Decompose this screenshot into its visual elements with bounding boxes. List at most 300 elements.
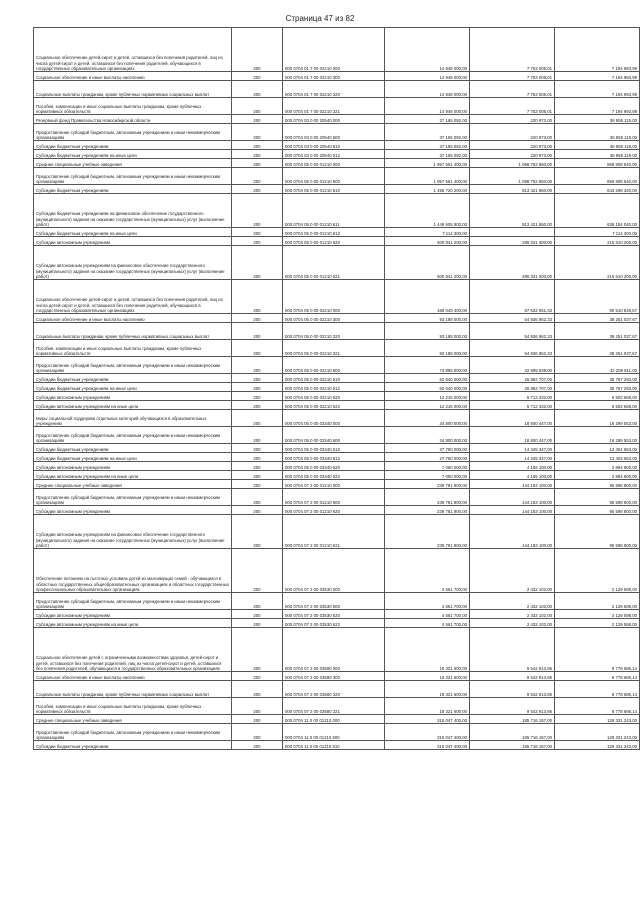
row-approved-amount-cell: 7 114 300,00 (385, 228, 470, 237)
row-executed-amount-cell: 26 882 707,00 (470, 374, 555, 383)
row-name-cell: Резервный фонд Правительства Новосибирской области (34, 115, 232, 124)
row-classification-code-cell: 000 0704 05 0 00 01210 621 (283, 246, 385, 280)
row-unexecuted-amount-cell: 2 129 598,00 (555, 593, 640, 610)
row-classification-code-cell: 000 0704 07 2 00 01210 000 (283, 480, 385, 489)
row-code-cell: 200 (232, 401, 283, 410)
row-unexecuted-amount-cell: 95 598 800,00 (555, 515, 640, 549)
row-unexecuted-amount-cell: 6 502 668,00 (555, 392, 640, 401)
table-row (34, 610, 640, 619)
row-approved-amount-cell: 1 957 561 400,00 (385, 168, 470, 185)
row-classification-code-cell: 000 0704 07 2 00 03530 620 (283, 610, 385, 619)
row-classification-code-cell: 000 0704 01 7 00 02210 000 (283, 28, 385, 72)
row-approved-amount-cell: 12 215 000,00 (385, 392, 470, 401)
row-code-cell: 200 (232, 471, 283, 480)
row-executed-amount-cell: 9 542 913,86 (470, 672, 555, 681)
row-name-cell: Предоставление субсидий бюджетным, автономным учреждениям и иным некоммерческим организациям (34, 357, 232, 374)
table-row (34, 444, 640, 453)
row-name-cell: Субсидии автономным учреждениям (34, 610, 232, 619)
row-unexecuted-amount-cell: 80 510 848,67 (555, 280, 640, 314)
row-name-cell: Субсидии бюджетным учреждениям (34, 141, 232, 150)
row-approved-amount-cell: 4 561 700,00 (385, 619, 470, 628)
row-unexecuted-amount-cell: 95 598 800,00 (555, 489, 640, 506)
row-unexecuted-amount-cell: 38 251 037,67 (555, 314, 640, 323)
table-row (34, 724, 640, 741)
row-approved-amount-cell: 315 047 400,00 (385, 741, 470, 750)
row-executed-amount-cell: 87 532 651,33 (470, 280, 555, 314)
row-name-cell: Субсидии бюджетным учреждениям на иные цели (34, 383, 232, 392)
row-unexecuted-amount-cell: 13 404 653,00 (555, 453, 640, 462)
row-classification-code-cell: 000 0704 11 0 00 01210 610 (283, 741, 385, 750)
row-classification-code-cell: 000 0704 05 0 00 02210 620 (283, 392, 385, 401)
row-classification-code-cell: 000 0704 05 0 00 03340 000 (283, 410, 385, 427)
row-approved-amount-cell: 14 948 000,00 (385, 81, 470, 98)
table-row (34, 72, 640, 81)
row-code-cell: 200 (232, 715, 283, 724)
row-executed-amount-cell: 220 973,00 (470, 150, 555, 159)
row-unexecuted-amount-cell: 129 331 243,00 (555, 724, 640, 741)
row-classification-code-cell: 000 0704 07 2 00 03580 321 (283, 698, 385, 715)
row-classification-code-cell: 000 0704 01 7 00 02210 321 (283, 98, 385, 115)
table-body (34, 28, 640, 750)
table-row (34, 681, 640, 698)
row-code-cell: 200 (232, 593, 283, 610)
row-approved-amount-cell: 93 188 000,00 (385, 314, 470, 323)
row-name-cell: Меры социальной поддержки отдельных категорий обучающихся в образовательных учреждениях (34, 410, 232, 427)
table-row (34, 314, 640, 323)
table-row (34, 410, 640, 427)
row-unexecuted-amount-cell: 2 129 598,00 (555, 549, 640, 593)
row-unexecuted-amount-cell: 7 114 300,00 (555, 228, 640, 237)
table-row (34, 471, 640, 480)
row-code-cell: 200 (232, 357, 283, 374)
row-approved-amount-cell: 37 165 092,00 (385, 150, 470, 159)
row-executed-amount-cell: 220 973,00 (470, 115, 555, 124)
row-executed-amount-cell: 144 183 100,00 (470, 480, 555, 489)
row-code-cell: 200 (232, 549, 283, 593)
row-unexecuted-amount-cell: 16 299 553,00 (555, 427, 640, 444)
table-row (34, 141, 640, 150)
table-row (34, 401, 640, 410)
row-executed-amount-cell: 185 716 157,00 (470, 741, 555, 750)
table-row (34, 280, 640, 314)
row-name-cell: Субсидии бюджетным учреждениям (34, 185, 232, 194)
row-name-cell: Социальное обеспечение и иные выплаты населению (34, 314, 232, 323)
row-code-cell: 200 (232, 672, 283, 681)
row-code-cell: 200 (232, 72, 283, 81)
row-executed-amount-cell: 7 753 005,01 (470, 98, 555, 115)
row-executed-amount-cell: 220 973,00 (470, 141, 555, 150)
row-approved-amount-cell: 18 321 600,00 (385, 628, 470, 672)
row-executed-amount-cell: 4 155 100,00 (470, 471, 555, 480)
table-row (34, 628, 640, 672)
row-unexecuted-amount-cell: 13 404 653,00 (555, 444, 640, 453)
table-row (34, 323, 640, 340)
row-code-cell: 200 (232, 124, 283, 141)
row-executed-amount-cell: 9 542 913,86 (470, 681, 555, 698)
row-code-cell: 200 (232, 515, 283, 549)
table-row (34, 185, 640, 194)
row-unexecuted-amount-cell: 6 502 668,00 (555, 401, 640, 410)
row-unexecuted-amount-cell: 35 757 293,00 (555, 374, 640, 383)
row-code-cell: 200 (232, 28, 283, 72)
table-row (34, 549, 640, 593)
row-approved-amount-cell: 74 855 000,00 (385, 357, 470, 374)
row-classification-code-cell: 000 0704 05 0 00 02210 321 (283, 340, 385, 357)
row-unexecuted-amount-cell: 129 331 243,00 (555, 715, 640, 724)
row-approved-amount-cell: 27 750 000,00 (385, 444, 470, 453)
row-code-cell: 200 (232, 724, 283, 741)
row-classification-code-cell: 000 0704 05 0 00 03340 620 (283, 462, 385, 471)
row-unexecuted-amount-cell: 8 778 686,14 (555, 681, 640, 698)
row-code-cell: 200 (232, 246, 283, 280)
row-classification-code-cell: 000 0704 05 0 00 03340 612 (283, 453, 385, 462)
row-code-cell: 200 (232, 610, 283, 619)
row-name-cell: Субсидии бюджетным учреждениям на иные цели (34, 453, 232, 462)
table-row (34, 124, 640, 141)
row-name-cell: Пособия, компенсации и иные социальные выплаты гражданам, кроме публичных нормативных обязательств (34, 98, 232, 115)
table-row (34, 462, 640, 471)
row-code-cell: 200 (232, 392, 283, 401)
table-row (34, 98, 640, 115)
row-approved-amount-cell: 500 841 200,00 (385, 237, 470, 246)
row-unexecuted-amount-cell: 8 778 686,14 (555, 628, 640, 672)
row-code-cell: 200 (232, 159, 283, 168)
row-classification-code-cell: 000 0704 01 7 00 02210 320 (283, 81, 385, 98)
row-name-cell: Субсидии автономным учреждениям на финансовое обеспечение государственного (муниципального) задания на оказание государственных (муниципальных) услуг (выполнение работ) (34, 515, 232, 549)
row-code-cell: 200 (232, 480, 283, 489)
table-row (34, 480, 640, 489)
row-name-cell: Субсидии автономным учреждениям (34, 392, 232, 401)
row-unexecuted-amount-cell: 2 894 900,00 (555, 462, 640, 471)
row-classification-code-cell: 000 0704 07 2 00 01210 621 (283, 515, 385, 549)
row-name-cell: Субсидии автономным учреждениям на иные цели (34, 619, 232, 628)
row-executed-amount-cell: 14 345 347,00 (470, 453, 555, 462)
row-unexecuted-amount-cell: 35 757 293,00 (555, 383, 640, 392)
row-classification-code-cell: 000 0704 05 0 00 02210 612 (283, 383, 385, 392)
row-unexecuted-amount-cell: 42 259 811,00 (555, 357, 640, 374)
table-row (34, 194, 640, 228)
row-approved-amount-cell: 1 449 605 900,00 (385, 194, 470, 228)
row-code-cell: 200 (232, 194, 283, 228)
row-code-cell: 200 (232, 81, 283, 98)
row-unexecuted-amount-cell: 36 955 119,00 (555, 124, 640, 141)
row-name-cell: Субсидии автономным учреждениям на иные цели (34, 471, 232, 480)
row-approved-amount-cell: 37 165 092,00 (385, 115, 470, 124)
row-code-cell: 200 (232, 489, 283, 506)
row-unexecuted-amount-cell: 7 194 993,99 (555, 72, 640, 81)
row-unexecuted-amount-cell: 36 955 119,00 (555, 115, 640, 124)
table-row (34, 246, 640, 280)
row-classification-code-cell: 000 0704 07 2 00 03580 320 (283, 681, 385, 698)
row-executed-amount-cell: 813 421 860,00 (470, 194, 555, 228)
row-code-cell: 200 (232, 410, 283, 427)
row-unexecuted-amount-cell: 8 778 686,14 (555, 698, 640, 715)
row-executed-amount-cell: 813 421 860,00 (470, 185, 555, 194)
row-executed-amount-cell: 144 183 100,00 (470, 489, 555, 506)
row-code-cell: 200 (232, 98, 283, 115)
row-executed-amount-cell: 32 595 039,00 (470, 357, 555, 374)
row-code-cell: 200 (232, 150, 283, 159)
row-approved-amount-cell: 239 781 900,00 (385, 480, 470, 489)
row-name-cell: Субсидии бюджетным учреждениям (34, 374, 232, 383)
row-name-cell: Субсидии автономным учреждениям на финансовое обеспечение государственного (муниципального) задания на оказание государственных (муниципальных) услуг (выполнение работ) (34, 246, 232, 280)
row-name-cell: Субсидии бюджетным учреждениям (34, 741, 232, 750)
table-row (34, 619, 640, 628)
row-approved-amount-cell: 12 215 000,00 (385, 401, 470, 410)
row-classification-code-cell: 000 0704 07 2 00 03530 000 (283, 549, 385, 593)
row-approved-amount-cell: 500 841 200,00 (385, 246, 470, 280)
table-row (34, 81, 640, 98)
row-classification-code-cell: 000 0704 05 0 00 03340 610 (283, 444, 385, 453)
row-code-cell: 200 (232, 323, 283, 340)
row-approved-amount-cell: 18 321 600,00 (385, 681, 470, 698)
row-name-cell: Субсидии автономным учреждениям (34, 462, 232, 471)
row-approved-amount-cell: 168 043 400,00 (385, 280, 470, 314)
row-name-cell: Субсидии бюджетным учреждениям на финансовое обеспечение государственного (муниципального) задания на оказание государственных (муниципальных) услуг (выполнение работ) (34, 194, 232, 228)
row-name-cell: Субсидии автономным учреждениям (34, 506, 232, 515)
row-executed-amount-cell: 1 098 752 860,00 (470, 159, 555, 168)
row-unexecuted-amount-cell: 16 299 553,00 (555, 410, 640, 427)
row-code-cell: 200 (232, 506, 283, 515)
row-approved-amount-cell: 18 321 600,00 (385, 672, 470, 681)
row-approved-amount-cell: 93 188 000,00 (385, 340, 470, 357)
row-name-cell: Социальное обеспечение и иные выплаты населению (34, 72, 232, 81)
table-row (34, 28, 640, 72)
table-row (34, 715, 640, 724)
row-executed-amount-cell: 2 432 102,00 (470, 619, 555, 628)
row-unexecuted-amount-cell: 7 194 993,99 (555, 98, 640, 115)
table-row (34, 515, 640, 549)
row-name-cell: Средние специальные учебные заведения (34, 715, 232, 724)
table-row (34, 741, 640, 750)
table-row (34, 698, 640, 715)
row-executed-amount-cell: 185 716 157,00 (470, 715, 555, 724)
row-name-cell: Пособия, компенсации и иные социальные выплаты гражданам, кроме публичных нормативных обязательств (34, 698, 232, 715)
row-code-cell: 200 (232, 340, 283, 357)
row-executed-amount-cell: 26 882 707,00 (470, 383, 555, 392)
row-approved-amount-cell: 315 047 400,00 (385, 724, 470, 741)
row-unexecuted-amount-cell: 7 194 993,99 (555, 81, 640, 98)
row-classification-code-cell: 000 0704 05 0 00 01210 000 (283, 159, 385, 168)
row-executed-amount-cell: 2 432 102,00 (470, 593, 555, 610)
page-number-label: Страница 47 из 82 (285, 14, 355, 23)
row-name-cell: Предоставление субсидий бюджетным, автономным учреждениям и иным некоммерческим организациям (34, 168, 232, 185)
row-code-cell: 200 (232, 374, 283, 383)
row-name-cell: Субсидии бюджетным учреждениям на иные цели (34, 228, 232, 237)
row-code-cell: 200 (232, 741, 283, 750)
row-code-cell: 200 (232, 453, 283, 462)
row-name-cell: Средние специальные учебные заведения (34, 480, 232, 489)
row-name-cell: Пособия, компенсации и иные социальные выплаты гражданам, кроме публичных нормативных обязательств (34, 340, 232, 357)
row-executed-amount-cell: 7 753 005,01 (470, 72, 555, 81)
row-code-cell: 200 (232, 462, 283, 471)
table-row (34, 383, 640, 392)
row-classification-code-cell: 000 0704 05 0 00 03340 622 (283, 471, 385, 480)
row-classification-code-cell: 000 0704 05 0 00 01210 610 (283, 185, 385, 194)
row-classification-code-cell: 000 0704 11 0 00 01210 000 (283, 715, 385, 724)
row-executed-amount-cell: 18 600 447,00 (470, 427, 555, 444)
row-approved-amount-cell: 1 957 561 400,00 (385, 159, 470, 168)
row-executed-amount-cell: 5 712 332,00 (470, 401, 555, 410)
row-classification-code-cell: 000 0704 05 0 00 01210 620 (283, 237, 385, 246)
row-classification-code-cell: 000 0704 11 0 00 01210 600 (283, 724, 385, 741)
row-code-cell: 200 (232, 681, 283, 698)
row-executed-amount-cell: 185 716 157,00 (470, 724, 555, 741)
row-approved-amount-cell: 62 640 000,00 (385, 374, 470, 383)
row-executed-amount-cell: 9 542 913,86 (470, 698, 555, 715)
table-row (34, 150, 640, 159)
table-row (34, 228, 640, 237)
row-classification-code-cell: 000 0704 05 0 00 02210 610 (283, 374, 385, 383)
row-classification-code-cell: 000 0704 05 0 00 02210 622 (283, 401, 385, 410)
table-row (34, 427, 640, 444)
row-approved-amount-cell: 27 750 000,00 (385, 453, 470, 462)
row-approved-amount-cell: 18 321 600,00 (385, 698, 470, 715)
row-approved-amount-cell: 4 561 700,00 (385, 593, 470, 610)
row-code-cell: 200 (232, 444, 283, 453)
row-code-cell: 200 (232, 115, 283, 124)
row-unexecuted-amount-cell: 2 894 900,00 (555, 471, 640, 480)
table-row (34, 374, 640, 383)
row-name-cell: Предоставление субсидий бюджетным, автономным учреждениям и иным некоммерческим организациям (34, 724, 232, 741)
row-approved-amount-cell: 14 948 000,00 (385, 28, 470, 72)
row-executed-amount-cell: 2 432 102,00 (470, 549, 555, 593)
row-name-cell: Социальные выплаты гражданам, кроме публичных нормативных социальных выплат (34, 681, 232, 698)
row-code-cell: 200 (232, 141, 283, 150)
row-classification-code-cell: 000 0704 05 0 00 03340 600 (283, 427, 385, 444)
row-unexecuted-amount-cell: 8 778 686,14 (555, 672, 640, 681)
row-name-cell: Субсидии бюджетным учреждениям на иные цели (34, 150, 232, 159)
row-name-cell: Субсидии бюджетным учреждениям (34, 444, 232, 453)
row-unexecuted-amount-cell: 215 510 200,00 (555, 237, 640, 246)
row-name-cell: Предоставление субсидий бюджетным, автономным учреждениям и иным некоммерческим организациям (34, 124, 232, 141)
row-name-cell: Предоставление субсидий бюджетным, автономным учреждениям и иным некоммерческим организациям (34, 489, 232, 506)
row-code-cell: 200 (232, 237, 283, 246)
row-classification-code-cell: 000 0704 05 0 00 02210 320 (283, 323, 385, 340)
row-classification-code-cell: 000 0704 05 0 00 01210 612 (283, 228, 385, 237)
row-classification-code-cell: 000 0704 03 0 00 20540 612 (283, 150, 385, 159)
row-name-cell: Социальное обеспечение детей с ограниченными возможностями здоровья, детей-сирот и детей, оставшихся без попечения родителей, лиц из числа детей-сирот и детей, оставшихся без попечения родителей, обучающихся в государственных образовательных организациях (34, 628, 232, 672)
row-unexecuted-amount-cell: 2 129 598,00 (555, 619, 640, 628)
row-name-cell: Социальные выплаты гражданам, кроме публичных нормативных социальных выплат (34, 81, 232, 98)
budget-execution-table (33, 27, 640, 750)
table-row (34, 168, 640, 185)
row-classification-code-cell: 000 0704 07 2 00 03580 300 (283, 672, 385, 681)
row-classification-code-cell: 000 0704 07 2 00 03580 000 (283, 628, 385, 672)
row-executed-amount-cell: 220 973,00 (470, 124, 555, 141)
row-executed-amount-cell: 7 753 005,01 (470, 28, 555, 72)
row-classification-code-cell: 000 0704 05 0 00 01210 600 (283, 168, 385, 185)
row-approved-amount-cell: 7 050 000,00 (385, 462, 470, 471)
row-classification-code-cell: 000 0704 07 2 00 03530 622 (283, 619, 385, 628)
row-executed-amount-cell: 7 753 005,01 (470, 81, 555, 98)
table-row (34, 357, 640, 374)
row-code-cell: 200 (232, 228, 283, 237)
row-approved-amount-cell: 239 781 900,00 (385, 506, 470, 515)
row-name-cell: Средние специальные учебные заведения (34, 159, 232, 168)
row-executed-amount-cell: 18 600 447,00 (470, 410, 555, 427)
row-classification-code-cell: 000 0704 05 0 00 02210 000 (283, 280, 385, 314)
row-name-cell: Социальное обеспечение и иные выплаты населению (34, 672, 232, 681)
row-classification-code-cell: 000 0704 03 0 00 20540 600 (283, 124, 385, 141)
row-approved-amount-cell: 14 948 000,00 (385, 72, 470, 81)
row-name-cell: Предоставление субсидий бюджетным, автономным учреждениям и иным некоммерческим организациям (34, 593, 232, 610)
row-executed-amount-cell: 14 345 347,00 (470, 444, 555, 453)
row-code-cell: 200 (232, 698, 283, 715)
row-classification-code-cell: 000 0704 03 0 00 20540 000 (283, 115, 385, 124)
row-executed-amount-cell: 54 936 962,33 (470, 314, 555, 323)
row-unexecuted-amount-cell: 38 251 037,67 (555, 323, 640, 340)
row-unexecuted-amount-cell: 2 129 598,00 (555, 610, 640, 619)
row-unexecuted-amount-cell: 215 510 200,00 (555, 246, 640, 280)
row-unexecuted-amount-cell: 858 808 540,00 (555, 159, 640, 168)
row-unexecuted-amount-cell: 36 955 119,00 (555, 141, 640, 150)
row-executed-amount-cell: 285 331 000,00 (470, 246, 555, 280)
row-executed-amount-cell: 4 155 100,00 (470, 462, 555, 471)
table-row (34, 159, 640, 168)
row-classification-code-cell: 000 0704 05 0 00 02210 300 (283, 314, 385, 323)
row-unexecuted-amount-cell: 129 331 243,00 (555, 741, 640, 750)
row-name-cell: Субсидии автономным учреждениям на иные цели (34, 401, 232, 410)
row-approved-amount-cell: 7 050 000,00 (385, 471, 470, 480)
row-classification-code-cell: 000 0704 03 0 00 20540 610 (283, 141, 385, 150)
row-executed-amount-cell: 144 183 100,00 (470, 515, 555, 549)
table-row (34, 506, 640, 515)
row-code-cell: 200 (232, 280, 283, 314)
row-approved-amount-cell: 239 781 900,00 (385, 515, 470, 549)
row-code-cell: 200 (232, 168, 283, 185)
row-code-cell: 200 (232, 427, 283, 444)
table-row (34, 453, 640, 462)
row-code-cell: 200 (232, 185, 283, 194)
table-row (34, 340, 640, 357)
row-unexecuted-amount-cell: 38 251 037,67 (555, 340, 640, 357)
row-name-cell: Предоставление субсидий бюджетным, автономным учреждениям и иным некоммерческим организациям (34, 427, 232, 444)
table-row (34, 237, 640, 246)
row-approved-amount-cell: 239 781 900,00 (385, 489, 470, 506)
row-name-cell: Обеспечение питанием на льготных условиях детей из малоимущих семей - обучающихся в областных государственных общеобразовательных организациях и областных государственных профессиональных образовательных организациях (34, 549, 232, 593)
row-executed-amount-cell: 9 542 913,86 (470, 628, 555, 672)
row-approved-amount-cell: 34 800 000,00 (385, 410, 470, 427)
row-unexecuted-amount-cell: 636 184 040,00 (555, 194, 640, 228)
row-name-cell: Социальное обеспечение детей-сирот и детей, оставшихся без попечения родителей, лиц из числа детей-сирот и детей, оставшихся без попечения родителей, обучающихся в государственных образовательных организациях (34, 28, 232, 72)
row-executed-amount-cell (470, 228, 555, 237)
row-classification-code-cell: 000 0704 05 0 00 01210 611 (283, 194, 385, 228)
row-unexecuted-amount-cell: 858 808 540,00 (555, 168, 640, 185)
row-classification-code-cell: 000 0704 05 0 00 02210 600 (283, 357, 385, 374)
table-row (34, 593, 640, 610)
row-unexecuted-amount-cell: 95 598 800,00 (555, 480, 640, 489)
row-unexecuted-amount-cell: 36 955 119,00 (555, 150, 640, 159)
table-row (34, 489, 640, 506)
row-code-cell: 200 (232, 619, 283, 628)
row-executed-amount-cell: 54 936 962,33 (470, 323, 555, 340)
row-approved-amount-cell: 37 165 092,00 (385, 141, 470, 150)
row-code-cell: 200 (232, 314, 283, 323)
table-row (34, 115, 640, 124)
table-row (34, 392, 640, 401)
table-row (34, 672, 640, 681)
row-unexecuted-amount-cell: 7 194 993,99 (555, 28, 640, 72)
row-executed-amount-cell: 1 098 752 860,00 (470, 168, 555, 185)
row-approved-amount-cell: 14 948 000,00 (385, 98, 470, 115)
row-approved-amount-cell: 4 561 700,00 (385, 610, 470, 619)
row-approved-amount-cell: 4 561 700,00 (385, 549, 470, 593)
row-executed-amount-cell: 5 712 332,00 (470, 392, 555, 401)
row-unexecuted-amount-cell: 95 598 800,00 (555, 506, 640, 515)
row-name-cell: Социальные выплаты гражданам, кроме публичных нормативных социальных выплат (34, 323, 232, 340)
row-approved-amount-cell: 93 188 000,00 (385, 323, 470, 340)
